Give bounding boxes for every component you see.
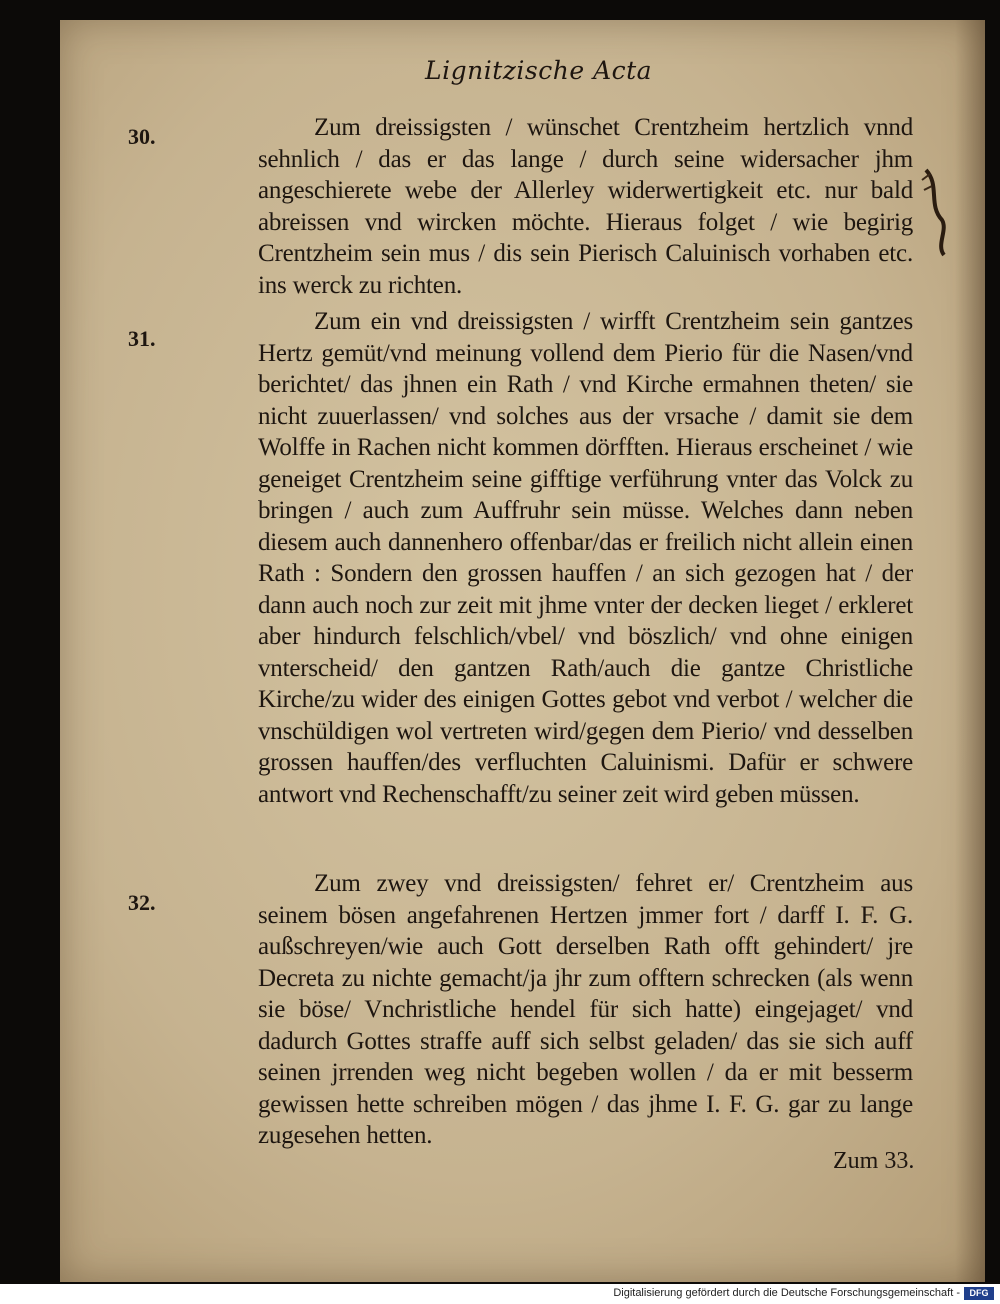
digitization-footer	[0, 1284, 1000, 1304]
page-edge-shadow	[955, 20, 985, 1282]
binding-thread-mark	[920, 160, 950, 260]
running-head: Lignitzische Acta	[425, 56, 653, 85]
dfg-logo: DFG	[964, 1287, 994, 1300]
paragraph: Zum dreissigsten / wünschet Crentzheim hertzlich vnnd sehnlich / das er das lange / durch seine widersacher jhm angeschierete webe der Allerley widerwertigkeit etc. nur bald abreissen vnd wircken möchte. Hieraus folget / wie begirig Crentzheim sein mus / dis sein Pierisch Caluinisch vorhaben etc. ins werck zu richten.	[258, 114, 913, 299]
paragraph-number: 32.	[128, 890, 156, 915]
paragraph: Zum ein vnd dreissigsten / wirfft Crentzheim sein gantzes Hertz gemüt/vnd meinung vollend dem Pierio für die Nasen/vnd berichtet/ das jhnen ein Rath / vnd Kirche ermahnen theten/ sie nicht zuuerlassen/ vnd solches aus der vrsache / damit sie dem Wolffe in Rachen nicht kommen dörfften. Hieraus erscheinet / wie geneiget Crentzheim seine gifftige verführung vnter das Volck zu bringen / auch zum Auffruhr sein müsse. Welches dann neben diesem auch dannenhero offenbar/das er freilich nicht allein einen Rath : Sondern den grossen hauffen / an sich gezogen hat / der dann auch noch zur zeit mit jhme vnter der decken lieget / erkleret aber hindurch felschlich/vbel/ vnd böszlich/ vnd ohne einigen vnterscheid/ den gantzen Rath/auch die gantze Christliche Kirche/zu wider des einigen Gottes gebot vnd verbot / welcher die vnschüldigen wol vertreten wird/gegen dem Pierio/ vnd desselben grossen hauffen/des verfluchten Caluinismi. Dafür er schwere antwort vnd Rechenschafft/zu seiner zeit wird geben müssen.	[258, 308, 913, 808]
paragraph: Zum zwey vnd dreissigsten/ fehret er/ Crentzheim aus seinem bösen angefahrenen Hertzen jmmer fort / darff I. F. G. außschreyen/wie auch Gott derselben Rath offt gehindert/ jre Decreta zu nichte gemacht/ja jhr zum offtern schrecken (als wenn sie böse/ Vnchristliche hendel für sich hatte) eingejaget/ vnd dadurch Gottes straffe auff sich selbst geladen/ das sie sich auff seinen jrrenden weg nicht begeben wollen / da er mit besserm gewissen hette schreiben mögen / das jhme I. F. G. gar zu lange zugesehen hetten.	[258, 870, 913, 1149]
catchword: Zum 33.	[833, 1148, 915, 1174]
paragraph-number: 30.	[128, 124, 156, 149]
paragraph-number: 31.	[128, 326, 156, 351]
footer-credit: Digitalisierung gefördert durch die Deutsche Forschungsgemeinschaft -	[613, 1287, 960, 1299]
